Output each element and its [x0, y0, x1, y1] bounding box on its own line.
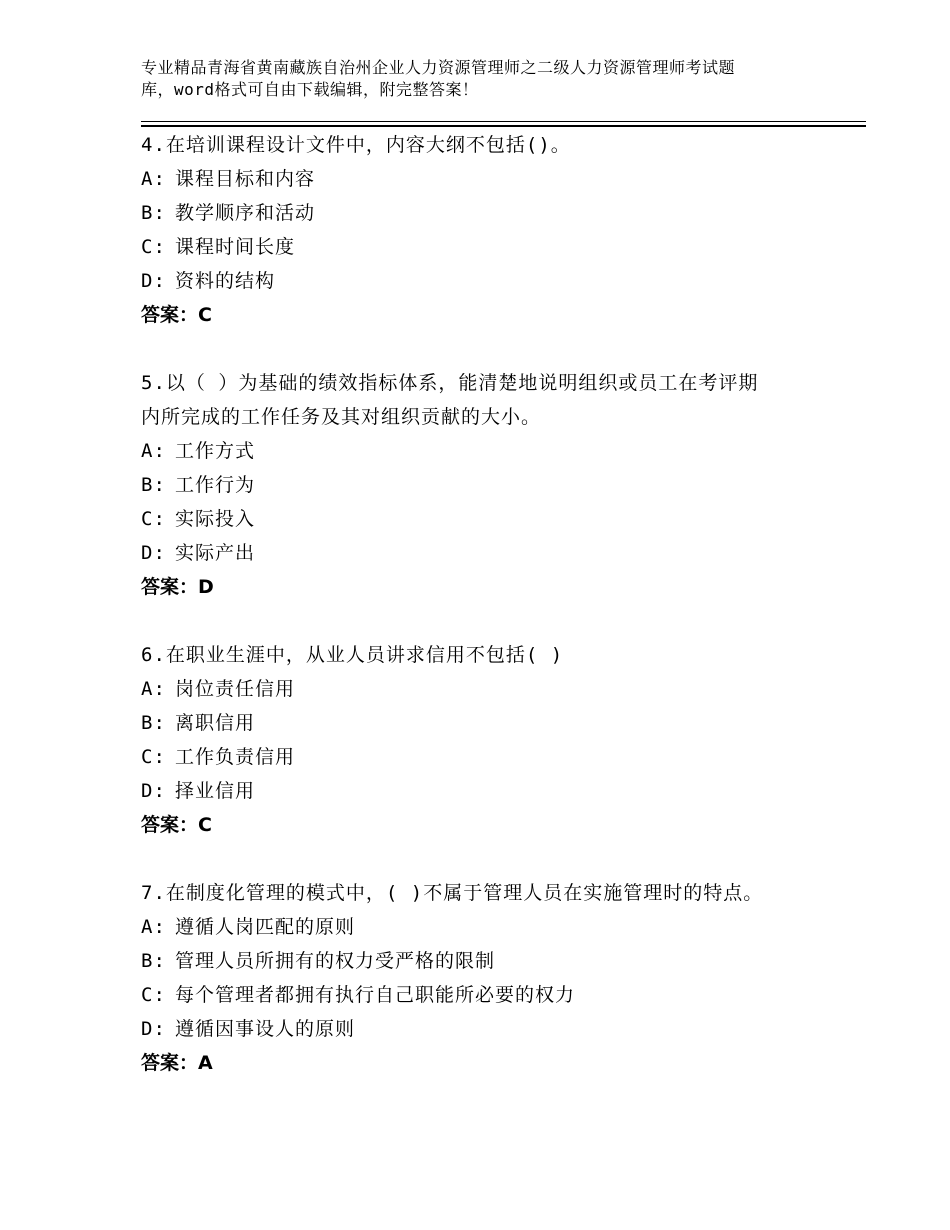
question-stem-line: 5.以（ ）为基础的绩效指标体系，能清楚地说明组织或员工在考评期 — [141, 372, 759, 394]
option-c — [141, 502, 841, 536]
question-6 — [141, 638, 841, 842]
option-text: 岗位责任信用 — [175, 678, 296, 700]
option-c — [141, 740, 841, 774]
option-d — [141, 536, 841, 570]
option-letter: B: — [141, 202, 166, 224]
option-b — [141, 706, 841, 740]
option-text: 离职信用 — [175, 712, 256, 734]
option-letter: C: — [141, 984, 166, 1006]
question-7 — [141, 876, 841, 1080]
option-text: 工作行为 — [175, 474, 256, 496]
option-d — [141, 774, 841, 808]
option-text: 管理人员所拥有的权力受严格的限制 — [175, 950, 496, 972]
option-letter: B: — [141, 474, 166, 496]
question-stem-line: 7.在制度化管理的模式中，( )不属于管理人员在实施管理时的特点。 — [141, 882, 764, 904]
option-letter: A: — [141, 916, 166, 938]
header-line: 专业精品青海省黄南藏族自治州企业人力资源管理师之二级人力资源管理师考试题 — [141, 58, 736, 77]
option-b — [141, 468, 841, 502]
option-letter: D: — [141, 542, 166, 564]
option-text: 工作方式 — [175, 440, 256, 462]
option-a — [141, 162, 841, 196]
option-d — [141, 264, 841, 298]
option-letter: C: — [141, 508, 166, 530]
question-stem — [141, 366, 841, 434]
question-stem-line: 6.在职业生涯中，从业人员讲求信用不包括( ) — [141, 644, 564, 666]
option-letter: C: — [141, 236, 166, 258]
question-stem — [141, 876, 841, 910]
answer-label: 答案：C — [141, 304, 212, 326]
option-letter: B: — [141, 950, 166, 972]
option-text: 遵循人岗匹配的原则 — [175, 916, 356, 938]
option-text: 工作负责信用 — [175, 746, 296, 768]
option-letter: D: — [141, 270, 166, 292]
option-text: 实际产出 — [175, 542, 256, 564]
option-text: 每个管理者都拥有执行自己职能所必要的权力 — [175, 984, 576, 1006]
answer-label: 答案：A — [141, 1052, 213, 1074]
option-d — [141, 1012, 841, 1046]
question-stem — [141, 128, 841, 162]
option-a — [141, 672, 841, 706]
option-text: 资料的结构 — [175, 270, 276, 292]
option-a — [141, 910, 841, 944]
option-b — [141, 196, 841, 230]
option-letter: B: — [141, 712, 166, 734]
option-c — [141, 978, 841, 1012]
option-letter: A: — [141, 678, 166, 700]
option-text: 实际投入 — [175, 508, 256, 530]
header-divider — [141, 121, 866, 122]
option-text: 遵循因事设人的原则 — [175, 1018, 356, 1040]
question-stem-line: 4.在培训课程设计文件中，内容大纲不包括()。 — [141, 134, 571, 156]
question-4 — [141, 128, 841, 332]
question-stem — [141, 638, 841, 672]
header-line: 库，word格式可自由下载编辑，附完整答案！ — [141, 80, 479, 99]
option-letter: D: — [141, 1018, 166, 1040]
option-text: 课程目标和内容 — [175, 168, 316, 190]
document-header — [141, 57, 841, 101]
option-letter: C: — [141, 746, 166, 768]
question-stem-line: 内所完成的工作任务及其对组织贡献的大小。 — [141, 406, 542, 428]
option-a — [141, 434, 841, 468]
answer-label: 答案：D — [141, 576, 214, 598]
option-text: 课程时间长度 — [175, 236, 296, 258]
option-letter: A: — [141, 168, 166, 190]
option-letter: D: — [141, 780, 166, 802]
option-text: 择业信用 — [175, 780, 256, 802]
header-divider — [141, 125, 866, 127]
question-5 — [141, 366, 841, 604]
option-text: 教学顺序和活动 — [175, 202, 316, 224]
option-c — [141, 230, 841, 264]
question-list — [141, 128, 841, 1114]
option-letter: A: — [141, 440, 166, 462]
option-b — [141, 944, 841, 978]
answer-label: 答案：C — [141, 814, 212, 836]
